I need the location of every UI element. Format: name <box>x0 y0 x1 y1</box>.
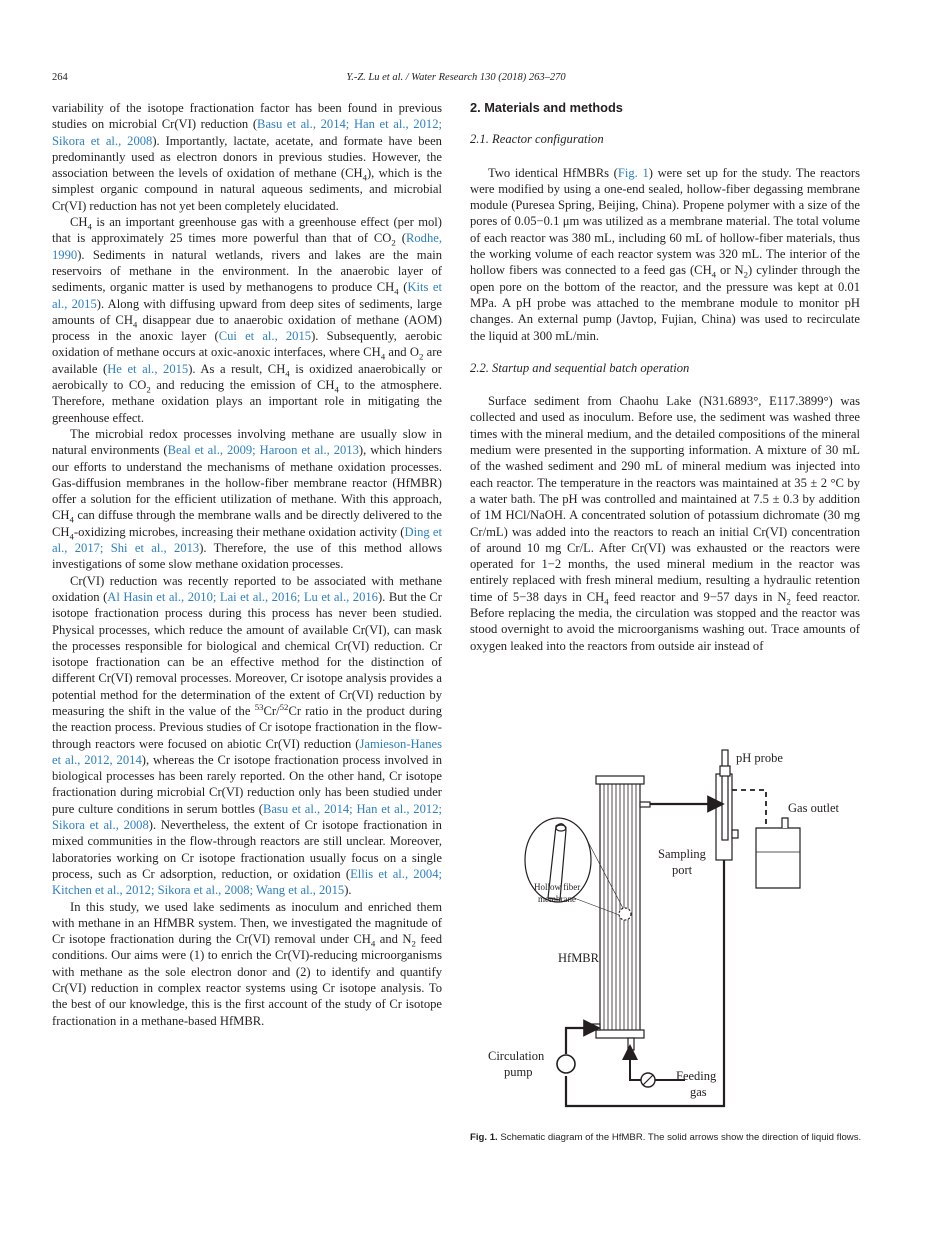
caption-label: Fig. 1. <box>470 1132 498 1143</box>
left-paragraph-5: In this study, we used lake sediments as inoculum and enriched them with methane in an HfMBR system. Then, we investigated the magnitude of Cr isotope fractionation during the Cr(VI) removal under $CH_4$ and $N_2$ feed conditions. Our aims were (1) to enrich the Cr(VI)-reducing microorganisms with methane as the sole electron donor and (2) to identify and quantify Cr(VI) reduction in complex reactor systems using Cr isotope analysis. To the best of our knowledge, this is the first account of the study of Cr isotope fractionation in a methane-based HfMBR. <box>52 899 443 1028</box>
top-side-port <box>640 802 650 807</box>
citation-link[interactable]: Jamieson-Hanes et al., 2012, 2014 <box>52 736 442 767</box>
citation-link[interactable]: Al Hasin et al., 2010; Lai et al., 2016; Lu et al., 2016 <box>107 589 378 604</box>
left-paragraph-1: variability of the isotope fractionation factor has been found in previous studies on microbial Cr(VI) reduction (Basu et al., 2014; Han et al., 2012; Sikora et al., 2008). Importantly, lactate, acetate, and formate have been predominantly used as electron donors in previous studies. However, the association between the levels of oxidation of methane $(CH_4)$, which is the simplest organic compound in natural aqueous sediments, and microbial Cr(VI) reduction has not yet been completely elucidated. <box>52 101 442 213</box>
left-column <box>52 100 442 1029</box>
citation-link[interactable]: Cui et al., 2015 <box>218 329 312 344</box>
label-gas: gas <box>690 1085 707 1099</box>
citation-link[interactable]: Basu et al., 2014; Han et al., 2012; Sikora et al., 2008 <box>52 801 442 833</box>
page-number: 264 <box>52 72 68 83</box>
citation-link[interactable]: Beal et al., 2009; Haroon et al., 2013 <box>167 443 359 458</box>
sampling-port <box>732 830 738 838</box>
right-column <box>470 100 860 654</box>
journal-reference: Y.-Z. Lu et al. / Water Research 130 (2018) 263–270 <box>346 72 566 83</box>
right-paragraph-2: Surface sediment from Chaohu Lake (N31.6893°, E117.3899°) was collected and used as inoculum. Before use, the sediment was washed three times with the mineral medium, and the detailed compositions of the mineral medium were presented in the supporting information. A mixture of 30 mL of the washed sediment and 290 mL of mineral medium was injected into each reactor. The temperature in the reactors was maintained at 35 ± 2 °C by a water bath. The pH was controlled and maintained at 7.5 ± 0.3 by addition of 1M HCl/NaOH. A concentrated solution of potassium dichromate (30 mg Cr/mL) was added into the reactors to reach an initial Cr(VI) concentration of around 10 mg Cr/L. After Cr(VI) was exhausted or the reactors were operated for 1−2 months, the used mineral medium in the reactor was entirely replaced with fresh mineral medium, resulting a hydraulic retention time of 5−38 days in $CH_4$ feed reactor and 9−57 days in $N_2$ feed reactor. Before replacing the media, the circulation was stopped and the reactor was stood overnight to avoid the microorganisms washing out. Trace amounts of oxygen leaked into the reactors from outside air instead of <box>470 394 861 653</box>
figure-caption <box>470 1131 862 1144</box>
figure-link[interactable]: Fig. 1 <box>617 165 649 180</box>
left-paragraph-2: $CH_4$ is an important greenhouse gas with a greenhouse effect (per mol) that is approximately 25 times more powerful than that of $CO_2$ (Rodhe, 1990). Sediments in natural wetlands, rivers and lakes are the main reservoirs of methane in the environment. In the anaerobic layer of sediments, organic matter is used by methanogens to produce $CH_4$ (Kits et al., 2015). Along with diffusing upward from deep sites of sediments, large amounts of $CH_4$ disappear due to anaerobic oxidation of methane (AOM) process in the anoxic layer (Cui et al., 2015). Subsequently, aerobic oxidation of methane occurs at oxic-anoxic interfaces, where $CH_4$ and $O_2$ are available (He et al., 2015). As a result, $CH_4$ is oxidized anaerobically or aerobically to $CO_2$ and reducing the emission of $CH_4$ to the atmosphere. Therefore, methane oxidation plays an important role in mitigating the greenhouse effect. <box>52 215 443 425</box>
page-header <box>52 72 860 88</box>
label-circulation: Circulation <box>488 1049 545 1063</box>
reactor-top-cap <box>596 776 644 784</box>
label-membrane: membrane <box>538 894 576 904</box>
citation-link[interactable]: Basu et al., 2014; Han et al., 2012; Sikora et al., 2008 <box>52 117 442 148</box>
citation-link[interactable]: Ding et al., 2017; Shi et al., 2013 <box>52 524 442 556</box>
left-paragraph-3: The microbial redox processes involving methane are usually slow in natural environments (Beal et al., 2009; Haroon et al., 2013), which hinders our efforts to understand the mechanisms of methane oxidation processes. Gas-diffusion membranes in the hollow-fiber membrane reactor (HfMBR) offer a solution for the efficient utilization of methane. With this approach, $CH_4$ can diffuse through the membrane walls and be directly delivered to the $CH_4$-oxidizing microbes, increasing their methane oxidation activity (Ding et al., 2017; Shi et al., 2013). Therefore, the use of this method allows investigations of some slow methane oxidation processes. <box>52 426 442 572</box>
label-pump: pump <box>504 1065 533 1079</box>
subsection-title-startup: 2.2. Startup and sequential batch operation <box>470 360 690 375</box>
section-title: 2. Materials and methods <box>470 100 623 115</box>
caption-text: Schematic diagram of the HfMBR. The solid arrows show the direction of liquid flows. <box>497 1132 862 1143</box>
label-ph-probe: pH probe <box>736 751 783 765</box>
hfmbr-figure <box>470 740 870 1130</box>
left-paragraph-4: Cr(VI) reduction was recently reported to be associated with methane oxidation (Al Hasin et al., 2010; Lai et al., 2016; Lu et al., 2016). But the Cr isotope fractionation process during this process has never been studied. Physical processes, which reduce the amount of available Cr(VI), can mask the processes responsible for biological and chemical Cr(VI) reduction. Cr isotope fractionation can be an effective method for the distinction of different Cr(VI) removal processes. Moreover, Cr isotope analysis provides a potential method for the determination of the extent of Cr(VI) reduction by measuring the shift in the value of the $^{53}$Cr/$^{52}$Cr ratio in the product during the reaction process. Previous studies of Cr isotope fractionation in the flow-through reactors were focused on abiotic Cr(VI) reduction (Jamieson-Hanes et al., 2012, 2014), whereas the Cr isotope fractionation process involved in biological processes has been rarely reported. On the other hand, Cr isotope fractionation during microbial Cr(VI) reduction only has been studied under pure culture conditions in serum bottles (Basu et al., 2014; Han et al., 2012; Sikora et al., 2008). Nevertheless, the extent of Cr isotope fractionation in mixed communities in the flow-through reactors are still unclear. Moreover, laboratories working on Cr isotope fractionation usually focus on a single process, such as Cr adsorption, reduction, or oxidation (Ellis et al., 2004; Kitchen et al., 2012; Sikora et al., 2008; Wang et al., 2015). <box>52 573 442 898</box>
reactor-bottom-cap <box>596 1030 644 1038</box>
label-hollow-fiber: Hollow fiber <box>534 882 581 892</box>
citation-link[interactable]: Kits et al., 2015 <box>52 280 443 311</box>
hfmbr-diagram <box>470 740 870 1130</box>
citation-link[interactable]: Ellis et al., 2004; Kitchen et al., 2012; Sikora et al., 2008; Wang et al., 2015 <box>52 866 442 898</box>
ph-probe <box>722 750 728 840</box>
label-hfmbr: HfMBR <box>558 951 599 965</box>
gas-outlet-vessel <box>756 828 800 888</box>
label-port: port <box>672 863 693 877</box>
subsection-title-reactor: 2.1. Reactor configuration <box>470 132 604 147</box>
pipe-pump-to-column <box>566 1028 592 1054</box>
detail-spot <box>619 908 631 920</box>
citation-link[interactable]: He et al., 2015 <box>107 361 189 376</box>
label-feeding: Feeding <box>676 1069 717 1083</box>
bottom-side-port <box>592 1024 600 1030</box>
label-gas-outlet: Gas outlet <box>788 801 840 815</box>
gas-inlet <box>628 1038 634 1050</box>
circulation-pump <box>557 1055 575 1073</box>
right-paragraph-1: Two identical HfMBRs (Fig. 1) were set up for the study. The reactors were modified by using a one-end sealed, hollow-fiber degassing membrane module (Puresea Spring, Beijing, China). Propene polymer with a size of the pores of 0.05−0.1 μm was utilized as a membrane material. The total volume of each reactor was 380 mL, including 60 mL of hollow-fiber materials, thus the working volume of each reactor system was 320 mL. The interior of the hollow fibers was connected to a feed gas ($CH_4$ or $N_2$) cylinder through the open pore on the bottom of the reactor, and the pressure was kept at 0.01 MPa. A pH probe was attached to the membrane module to monitor pH changes. An external pump (Javtop, Fujian, China) was used to recirculate the liquid at 300 mL/min. <box>470 165 860 343</box>
citation-link[interactable]: Rodhe, 1990 <box>52 231 442 262</box>
label-sampling: Sampling <box>658 847 706 861</box>
